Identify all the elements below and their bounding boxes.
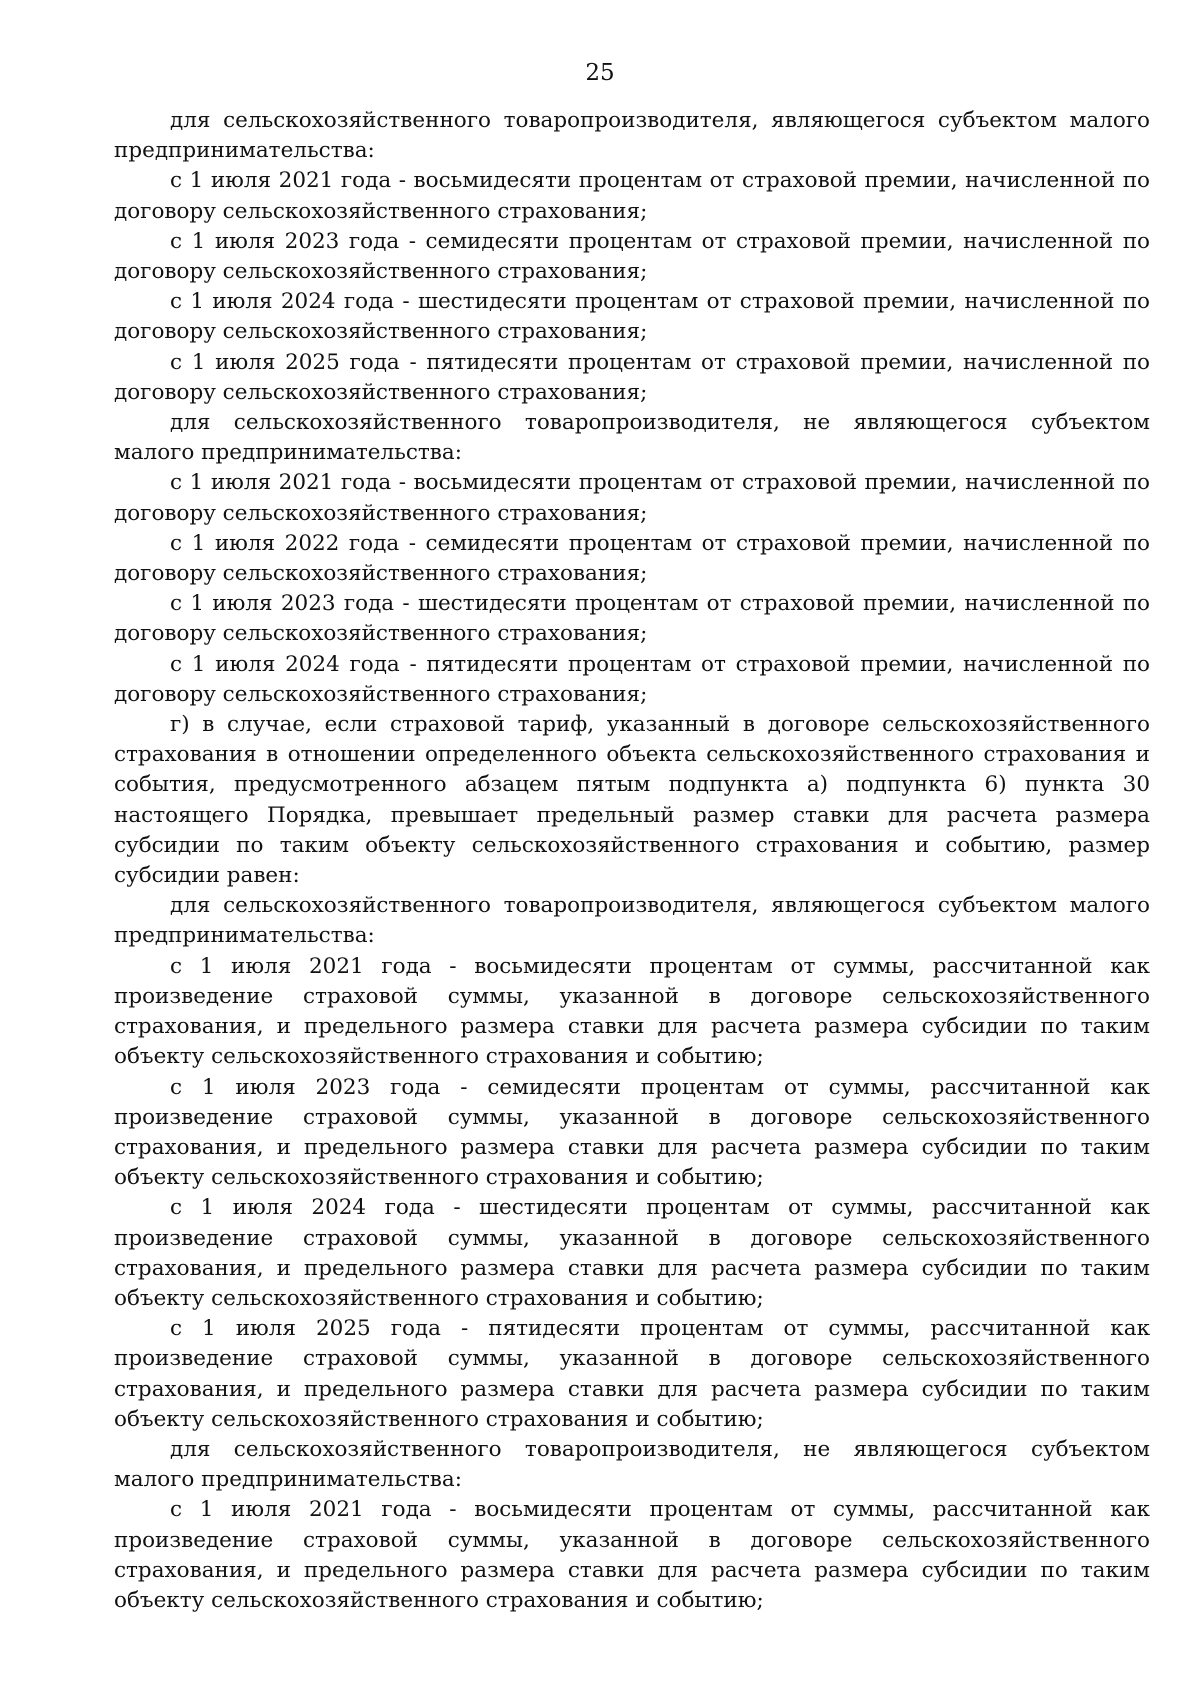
document-body — [114, 106, 1150, 1616]
paragraph-non-small-business-heading: для сельскохозяйственного товаропроизводителя, не являющегося субъектом малого предпринимательства: — [114, 410, 1150, 466]
paragraph-rate-2021-premium: с 1 июля 2021 года - восьмидесяти процентам от страховой премии, начисленной по договору сельскохозяйственного страхования; — [114, 168, 1150, 224]
paragraph-rate-2024-premium-nsb: с 1 июля 2024 года - пятидесяти процентам от страховой премии, начисленной по договору сельскохозяйственного страхования; — [114, 651, 1150, 707]
paragraph-rate-2024-premium: с 1 июля 2024 года - шестидесяти процентам от страховой премии, начисленной по договору сельскохозяйственного страхования; — [114, 289, 1150, 345]
paragraph-small-business-heading-2: для сельскохозяйственного товаропроизводителя, являющегося субъектом малого предпринимательства: — [114, 893, 1150, 949]
paragraph-rate-2021-premium-nsb: с 1 июля 2021 года - восьмидесяти процентам от страховой премии, начисленной по договору сельскохозяйственного страхования; — [114, 470, 1150, 526]
page-number: 25 — [585, 60, 615, 86]
paragraph-rate-2025-sum: с 1 июля 2025 года - пятидесяти процентам от суммы, рассчитанной как произведение страховой суммы, указанной в договоре сельскохозяйственного страхования, и предельного размера ставки для расчета размера субсидии по таким объекту сельскохозяйственного страхования и событию; — [114, 1316, 1150, 1432]
paragraph-subclause-g: г) в случае, если страховой тариф, указанный в договоре сельскохозяйственного страхования в отношении определенного объекта сельскохозяйственного страхования и события, предусмотренного абзацем пятым подпункта а) подпункта 6) пункта 30 настоящего Порядка, превышает предельный размер ставки для расчета размера субсидии по таким объекту сельскохозяйственного страхования и событию, размер субсидии равен: — [114, 712, 1150, 889]
paragraph-small-business-heading: для сельскохозяйственного товаропроизводителя, являющегося субъектом малого предпринимательства: — [114, 108, 1150, 164]
paragraph-rate-2025-premium: с 1 июля 2025 года - пятидесяти процентам от страховой премии, начисленной по договору сельскохозяйственного страхования; — [114, 349, 1150, 405]
paragraph-rate-2023-premium-nsb: с 1 июля 2023 года - шестидесяти процентам от страховой премии, начисленной по договору сельскохозяйственного страхования; — [114, 591, 1150, 647]
paragraph-non-small-business-heading-2: для сельскохозяйственного товаропроизводителя, не являющегося субъектом малого предпринимательства: — [114, 1436, 1150, 1493]
paragraph-rate-2021-sum-nsb: с 1 июля 2021 года - восьмидесяти процентам от суммы, рассчитанной как произведение страховой суммы, указанной в договоре сельскохозяйственного страхования, и предельного размера ставки для расчета размера субсидии по таким объекту сельскохозяйственного страхования и событию; — [114, 1497, 1150, 1613]
paragraph-rate-2023-sum: с 1 июля 2023 года - семидесяти процентам от суммы, рассчитанной как произведение страховой суммы, указанной в договоре сельскохозяйственного страхования, и предельного размера ставки для расчета размера субсидии по таким объекту сельскохозяйственного страхования и событию; — [114, 1074, 1150, 1191]
paragraph-rate-2023-premium: с 1 июля 2023 года - семидесяти процентам от страховой премии, начисленной по договору сельскохозяйственного страхования; — [114, 228, 1150, 285]
paragraph-rate-2022-premium-nsb: с 1 июля 2022 года - семидесяти процентам от страховой премии, начисленной по договору сельскохозяйственного страхования; — [114, 530, 1150, 587]
paragraph-rate-2021-sum: с 1 июля 2021 года - восьмидесяти процентам от суммы, рассчитанной как произведение страховой суммы, указанной в договоре сельскохозяйственного страхования, и предельного размера ставки для расчета размера субсидии по таким объекту сельскохозяйственного страхования и событию; — [114, 953, 1150, 1070]
paragraph-rate-2024-sum: с 1 июля 2024 года - шестидесяти процентам от суммы, рассчитанной как произведение страховой суммы, указанной в договоре сельскохозяйственного страхования, и предельного размера ставки для расчета размера субсидии по таким объекту сельскохозяйственного страхования и событию; — [114, 1195, 1150, 1311]
